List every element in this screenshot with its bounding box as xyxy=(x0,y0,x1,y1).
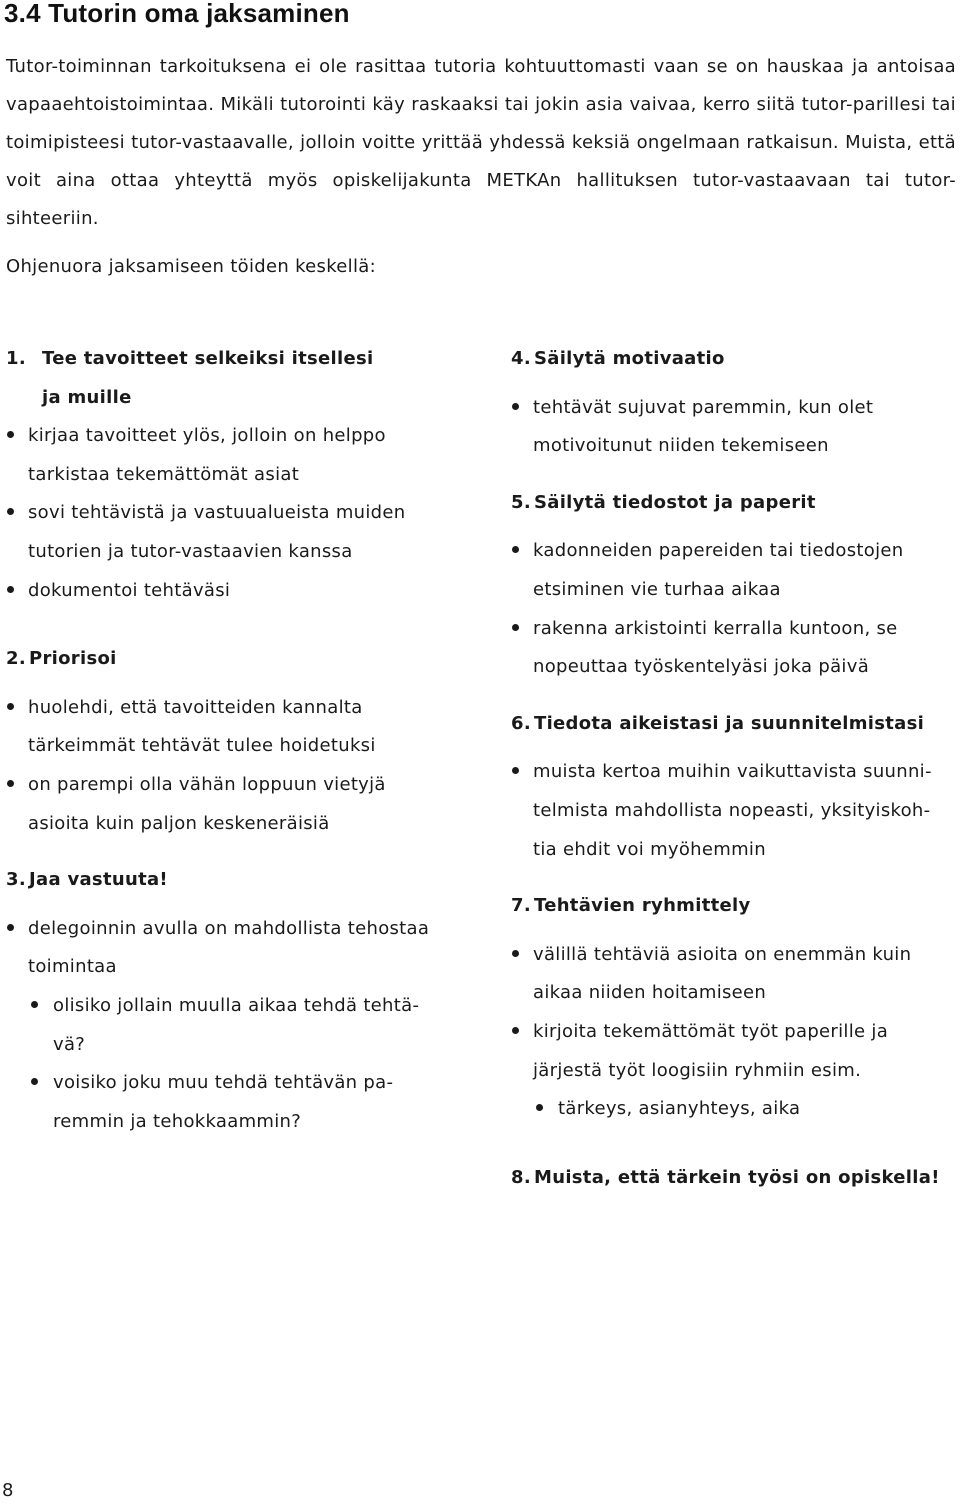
list-item: rakenna arkistointi kerralla kuntoon, se nopeuttaa työskentelyäsi joka päivä xyxy=(511,610,956,687)
step-8 xyxy=(511,1159,956,1198)
step-2 xyxy=(6,640,456,843)
list-item: on parempi olla vähän loppuun vietyjä asioita kuin paljon keskeneräisiä xyxy=(6,766,456,843)
spacer xyxy=(511,687,956,705)
list-item: huolehdi, että tavoitteiden kannalta tärkeimmät tehtävät tulee hoidetuksi xyxy=(6,689,456,766)
spacer xyxy=(511,522,956,532)
step-1 xyxy=(6,340,456,610)
step-number: 3. xyxy=(6,869,26,891)
sub-list-item: tärkeys, asianyhteys, aika xyxy=(533,1090,956,1129)
step-title: Priorisoi xyxy=(29,648,117,670)
step-3 xyxy=(6,861,456,1141)
bullet-list xyxy=(511,753,956,869)
sub-bullet-list xyxy=(533,1090,956,1129)
step-title: Tiedota aikeistasi ja suunnitelmistasi xyxy=(534,712,925,734)
spacer xyxy=(511,466,956,484)
sub-bullet-list xyxy=(28,987,456,1141)
bullet-list xyxy=(6,910,456,1142)
step-title: Säilytä tiedostot ja paperit xyxy=(534,491,816,513)
spacer xyxy=(6,900,456,910)
left-column xyxy=(6,340,456,1141)
section-title: 3.4 Tutorin oma jaksaminen xyxy=(4,0,350,28)
sub-list-item: olisiko jollain muulla aikaa tehdä tehtä-vä? xyxy=(28,987,456,1064)
step-7 xyxy=(511,887,956,1129)
bullet-list xyxy=(511,532,956,686)
bullet-list xyxy=(511,389,956,466)
intro-paragraph: Tutor-toiminnan tarkoituksena ei ole rasittaa tutoria kohtuuttomasti vaan se on hauskaa ja antoisaa vapaaehtoistoimintaa. Mikäli tutorointi käy raskaaksi tai jokin asia vaivaa, kerro siitä tutor-parillesi tai toimipisteesi tutor-vastaavalle, jolloin voitte yrittää yhdessä keksiä ongelmaan ratkaisun. Muista, että voit aina ottaa yhteyttä myös opiskelijakunta METKAn hallituksen tutor-vastaavaan tai tutor-sihteeriin. xyxy=(6,56,956,229)
spacer xyxy=(6,610,456,640)
guideline-lead: Ohjenuora jaksamiseen töiden keskellä: xyxy=(6,256,376,277)
step-heading xyxy=(511,1159,956,1198)
step-number: 5. xyxy=(511,491,531,513)
step-heading xyxy=(511,340,956,379)
step-number: 6. xyxy=(511,712,531,734)
step-title: Tee tavoitteet selkeiksi itsellesi ja muille xyxy=(42,348,374,408)
spacer xyxy=(6,843,456,861)
list-item: muista kertoa muihin vaikuttavista suunni-telmista mahdollista nopeasti, yksityiskoh-tia ehdit voi myöhemmin xyxy=(511,753,956,869)
spacer xyxy=(6,679,456,689)
step-title: Säilytä motivaatio xyxy=(534,348,725,369)
list-item xyxy=(6,910,456,1142)
sub-list-item: voisiko joku muu tehdä tehtävän pa-remmin ja tehokkaammin? xyxy=(28,1064,456,1141)
step-heading xyxy=(6,861,456,900)
step-heading xyxy=(511,484,956,523)
step-6 xyxy=(511,705,956,869)
list-item: tehtävät sujuvat paremmin, kun olet motivoitunut niiden tekemiseen xyxy=(511,389,956,466)
step-number: 2. xyxy=(6,648,26,670)
step-number: 7. xyxy=(511,895,531,917)
step-heading xyxy=(511,887,956,926)
step-number: 8. xyxy=(511,1166,531,1188)
list-item xyxy=(511,1013,956,1129)
bullet-list xyxy=(6,689,456,843)
step-number: 1. xyxy=(6,348,26,369)
step-title: Tehtävien ryhmittely xyxy=(534,895,751,917)
spacer xyxy=(511,926,956,936)
step-heading xyxy=(511,705,956,744)
bullet-list xyxy=(6,417,456,610)
spacer xyxy=(511,379,956,389)
step-heading xyxy=(6,640,456,679)
list-item: välillä tehtäviä asioita on enemmän kuin aikaa niiden hoitamiseen xyxy=(511,936,956,1013)
spacer xyxy=(511,1129,956,1159)
list-item: sovi tehtävistä ja vastuualueista muiden tutorien ja tutor-vastaavien kanssa xyxy=(6,494,456,571)
list-item: kirjaa tavoitteet ylös, jolloin on helppo tarkistaa tekemättömät asiat xyxy=(6,417,456,494)
page-number: 8 xyxy=(2,1480,14,1501)
step-title: Muista, että tärkein työsi on opiskella! xyxy=(534,1166,940,1188)
list-item: kadonneiden papereiden tai tiedostojen etsiminen vie turhaa aikaa xyxy=(511,532,956,609)
list-item: dokumentoi tehtäväsi xyxy=(6,572,456,611)
step-4 xyxy=(511,340,956,466)
bullet-list xyxy=(511,936,956,1129)
list-item-text: kirjoita tekemättömät työt paperille ja järjestä työt loogisiin ryhmiin esim. xyxy=(533,1020,889,1081)
step-heading xyxy=(6,340,456,417)
list-item-text: delegoinnin avulla on mahdollista tehostaa toimintaa xyxy=(28,917,430,978)
right-column xyxy=(511,340,956,1197)
step-5 xyxy=(511,484,956,687)
step-number: 4. xyxy=(511,348,531,369)
spacer xyxy=(511,869,956,887)
step-title: Jaa vastuuta! xyxy=(29,869,168,891)
spacer xyxy=(511,743,956,753)
